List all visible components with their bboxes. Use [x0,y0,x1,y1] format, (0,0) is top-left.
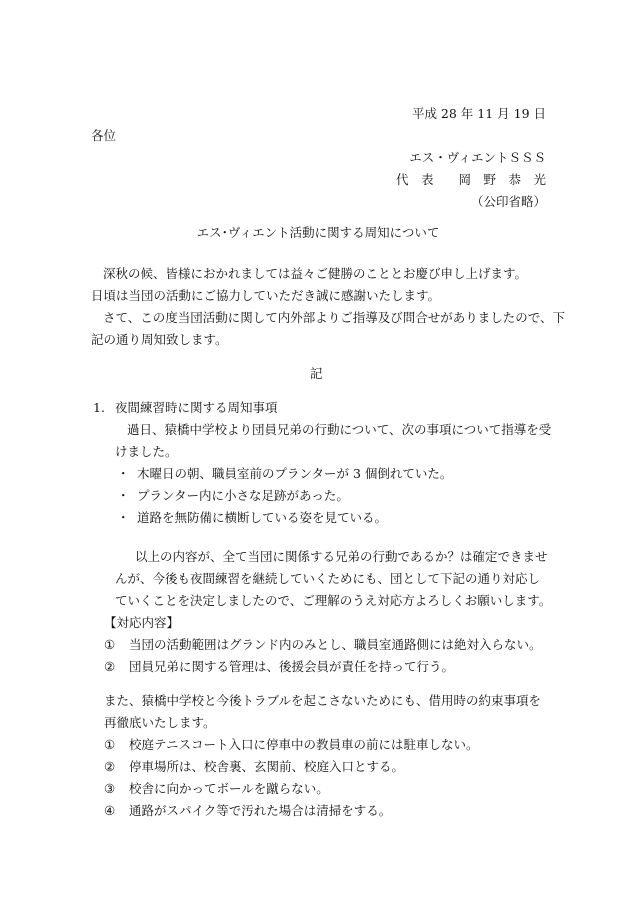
rule-item [104,761,404,774]
response-item-text: 当団の活動範囲はグランド内のみとし、職員室通路側には絶対入らない。 [129,637,542,652]
seal-note: （公印省略） [470,194,546,209]
para3-line-2: 再徹底いたします。 [104,715,216,730]
bullet-item [117,468,452,481]
rule-number: ④ [104,803,116,818]
intro-line-2: 日頃は当団の活動にご協力していただき誠に感謝いたします。 [91,288,441,303]
intro-line-4: 記の通り周知致します。 [91,332,228,347]
response-item [104,639,542,652]
organization-name: エス・ヴィエントＳＳＳ [409,150,546,165]
response-heading: 【対応内容】 [104,615,180,630]
rule-item [104,739,479,752]
bullet-text: 道路を無防備に横断している姿を見ている。 [137,510,388,525]
rule-text: 停車場所は、校舎裏、玄関前、校庭入口とする。 [129,759,405,774]
para2-line-2: んが、今後も夜間練習を継続していくためにも、団として下記の通り対応し [115,571,541,586]
para2-line-1: 以上の内容が、全て当団に関係する兄弟の行動であるか？は確定できませ [135,549,548,564]
rule-number: ② [104,759,116,774]
bullet-item [117,490,349,503]
section-1-title: 夜間練習時に関する周知事項 [115,400,278,415]
para3-line-1: また、猿橋中学校と今後トラブルを起こさないためにも、借用時の約束事項を [104,693,542,708]
bullet-mark: ・ [117,488,130,503]
ki-heading: 記 [310,366,323,381]
representative: 代 表 岡 野 恭 光 [395,172,546,187]
intro-line-3: さて、この度当団活動に関して内外部よりご指導及び問合せがありましたので、下 [103,310,566,325]
rule-item [104,805,391,818]
rule-text: 通路がスパイク等で汚れた場合は清掃をする。 [129,803,392,818]
rule-text: 校庭テニスコート入口に停車中の教員車の前には駐車しない。 [129,737,479,752]
bullet-mark: ・ [117,466,130,481]
section-1-line-1: 過日、猿橋中学校より団員兄弟の行動について、次の事項について指導を受 [127,422,552,437]
bullet-text: プランター内に小さな足跡があった。 [137,488,349,503]
rule-number: ③ [104,781,116,796]
response-item-text: 団員兄弟に関する管理は、後援会員が責任を持って行う。 [129,659,455,674]
response-item-number: ① [104,637,116,652]
rule-number: ① [104,737,116,752]
recipient: 各位 [91,128,117,143]
document-title: エス･ヴィエント活動に関する周知について [196,225,440,240]
response-item [104,661,454,674]
document-date: 平成 28 年 11 月 19 日 [411,106,546,121]
bullet-text: 木曜日の朝、職員室前のプランターが 3 個倒れていた。 [137,466,453,481]
intro-line-1: 深秋の候、皆様におかれましては益々ご健勝のこととお慶び申し上げます。 [103,266,528,281]
bullet-item [117,512,387,525]
bullet-mark: ・ [117,510,130,525]
section-1-number: 1. [93,400,105,415]
section-1-line-2: けました。 [115,444,178,459]
response-item-number: ② [104,659,116,674]
para2-line-3: ていくことを決定しましたので、ご理解のうえ対応方よろしくお願いします。 [115,593,552,608]
rule-item [104,783,329,796]
rule-text: 校舎に向かってボールを蹴らない。 [129,781,329,796]
